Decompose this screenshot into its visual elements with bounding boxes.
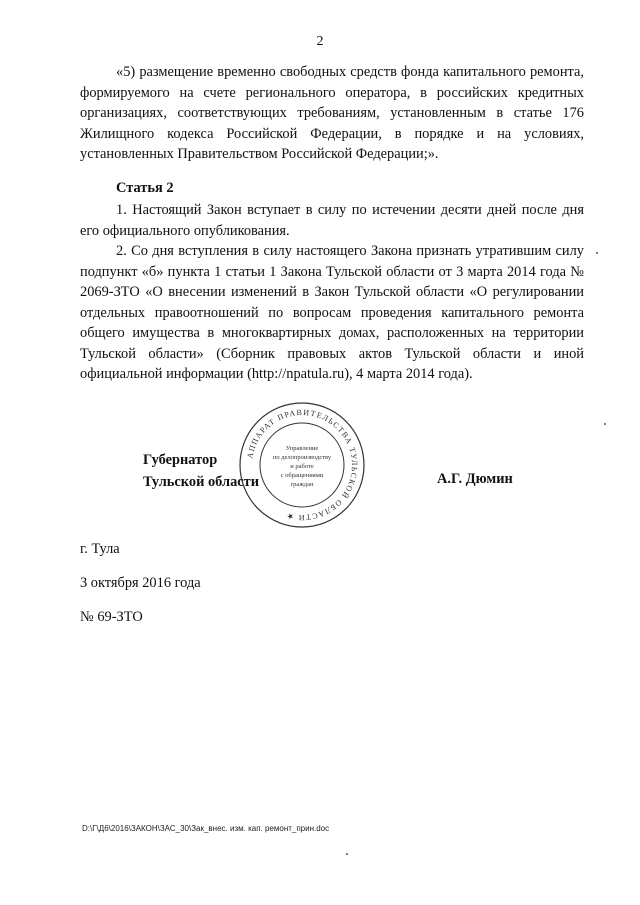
signing-date: 3 октября 2016 года	[80, 575, 201, 591]
scan-speck	[346, 853, 348, 855]
svg-text:АППАРАТ ПРАВИТЕЛЬСТВА ТУЛЬСКОЙ: АППАРАТ ПРАВИТЕЛЬСТВА ТУЛЬСКОЙ ОБЛАСТИ ★	[245, 407, 360, 523]
governor-title-line-1: Губернатор	[143, 452, 218, 468]
law-number: № 69-ЗТО	[80, 609, 143, 625]
governor-title-line-2: Тульской области	[143, 474, 260, 490]
file-path: D:\Г\Д6\2016\ЗАКОН\ЗАС_30\Зак_внес. изм. кап. ремонт_прин.doc	[82, 824, 330, 833]
article-2-paragraph-1: 1. Настоящий Закон вступает в силу по истечении десяти дней после дня его официального опубликования.	[80, 202, 584, 239]
governor-name: А.Г. Дюмин	[437, 471, 513, 487]
scan-speck	[604, 423, 606, 425]
scan-speck	[596, 252, 598, 254]
stamp-line-4: с обращениями	[280, 472, 324, 479]
article-2-paragraph-2: 2. Со дня вступления в силу настоящего Закона признать утратившим силу подпункт «б» пункта 1 статьи 1 Закона Тульской области от 3 марта 2014 года № 2069-ЗТО «О внесении изменений в Закон Тульской области «О регулировании отдельных правоотношений по вопросам проведения капитального ремонта общего имущества в многоквартирных домах, расположенных на территории Тульской области» (Сборник правовых актов Тульской области и иной официальной информации (http://npatula.ru), 4 марта 2014 года).	[80, 243, 584, 382]
stamp-line-3: и работе	[290, 463, 314, 470]
page-number: 2	[316, 34, 324, 49]
clause-5-paragraph: «5) размещение временно свободных средств фонда капитального ремонта, формируемого на счете регионального оператора, в российских кредитных организациях, соответствующих требованиям, установленным в статье 176 Жилищного кодекса Российской Федерации, в порядке и на условиях, установленных Правительством Российской Федерации;».	[80, 64, 584, 162]
place-of-signing: г. Тула	[80, 541, 120, 557]
article-2-heading: Статья 2	[116, 180, 174, 196]
stamp-line-2: по делопроизводству	[272, 454, 332, 461]
stamp-line-5: граждан	[290, 481, 314, 488]
official-seal-stamp	[237, 400, 367, 530]
stamp-line-1: Управление	[285, 445, 319, 452]
